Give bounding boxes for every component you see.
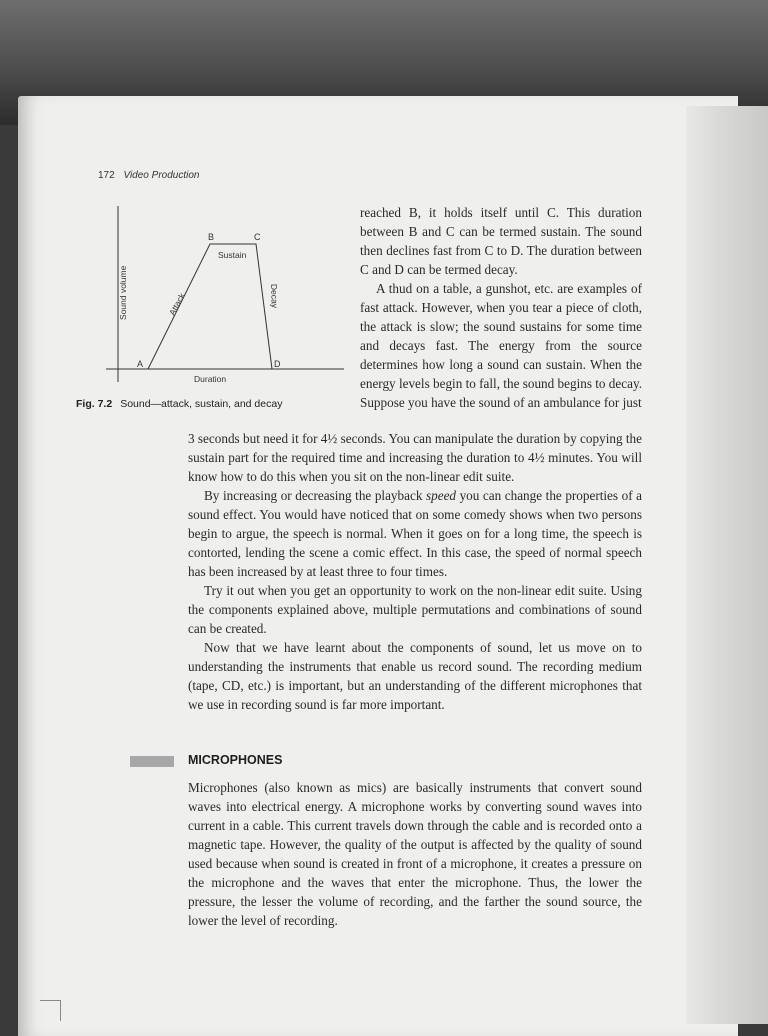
paragraph: 3 seconds but need it for 4½ seconds. You can manipulate the duration by copying the sustain part for the required time and increasing the duration to 4½ minutes. You will know how to do this when you sit on the non-linear edit suite.	[188, 431, 642, 484]
caption-text: Sound—attack, sustain, and decay	[120, 398, 283, 410]
main-column-text	[188, 429, 642, 714]
paragraph: Now that we have learnt about the components of sound, let us move on to understanding the instruments that enable us record sound. The recording medium (tape, CD, etc.) is important, but an understanding of the different microphones that we use in recording sound is far more important.	[188, 640, 642, 712]
heading-marker	[130, 756, 174, 767]
text-run: By increasing or decreasing the playback	[204, 488, 426, 503]
page-corner-mark	[40, 1000, 61, 1021]
caption-number: Fig. 7.2	[76, 398, 113, 410]
label-c: C	[254, 232, 261, 242]
label-a: A	[137, 359, 144, 369]
label-sustain: Sustain	[218, 250, 247, 260]
figure-caption	[76, 398, 282, 410]
adsr-diagram	[96, 198, 356, 398]
page-number: 172	[98, 170, 115, 181]
emphasis-speed: speed	[425, 488, 457, 503]
label-b: B	[208, 232, 215, 242]
paragraph: reached B, it holds itself until C. This duration between B and C can be termed sustain. The sound then declines fast from C to D. The duration between C and D can be termed decay.	[360, 205, 642, 277]
book-title: Video Production	[123, 170, 200, 181]
page-gutter-right	[686, 106, 768, 1024]
envelope-line	[148, 244, 272, 369]
label-d: D	[274, 359, 281, 369]
paragraph: Microphones (also known as mics) are basically instruments that convert sound waves into electrical energy. A microphone works by converting sound waves into current in a cable. This current travels down through the cable and is recorded onto a magnetic tape. However, the quality of the output is affected by the quality of sound used because when sound is created in front of a microphone, it creates a pressure on the microphone and the waves that enter the microphone. Thus, the lower the pressure, the lesser the volume of recording, and the farther the sound source, the lower the level of recording.	[188, 780, 642, 928]
figure-7-2	[96, 198, 356, 430]
label-decay: Decay	[269, 283, 280, 309]
running-header	[98, 170, 199, 181]
paragraph	[188, 486, 642, 581]
section-text	[188, 778, 642, 930]
label-sound-volume: Sound volume	[118, 265, 128, 320]
right-column-text	[360, 203, 642, 412]
paragraph: Try it out when you get an opportunity to work on the non-linear edit suite. Using the components explained above, multiple permutations and combinations of sound can be created.	[188, 583, 642, 636]
label-duration: Duration	[194, 374, 227, 384]
paragraph: A thud on a table, a gunshot, etc. are examples of fast attack. However, when you tear a piece of cloth, the attack is slow; the sound sustains for some time and decays fast. The energy from the source determines how long a sound can sustain. When the energy levels begin to fall, the sound begins to decay. Suppose you have the sound of an ambulance for just	[360, 281, 642, 410]
text-run: you can change the properties of a sound effect. You would have noticed that on some comedy shows when two persons begin to argue, the speech is normal. When it goes on for a long time, the speech is contorted, lending the scene a comic effect. In this case, the speed of normal speech has been increased by at least three to four times.	[188, 488, 642, 579]
label-attack: Attack	[166, 291, 187, 317]
section-heading: MICROPHONES	[188, 753, 283, 767]
